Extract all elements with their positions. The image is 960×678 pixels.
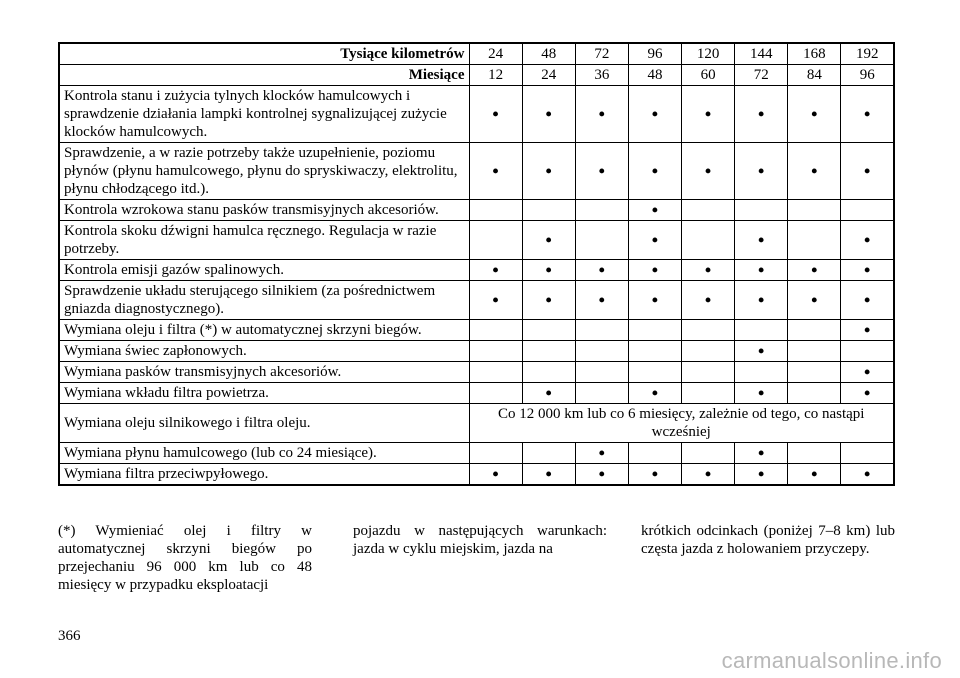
table-row <box>59 143 894 200</box>
service-mark: • <box>735 341 788 362</box>
empty-cell <box>575 362 628 383</box>
empty-cell <box>628 362 681 383</box>
empty-cell <box>469 320 522 341</box>
km-cell: 24 <box>469 43 522 65</box>
service-mark: • <box>841 362 894 383</box>
service-mark: • <box>469 86 522 143</box>
service-mark: • <box>788 464 841 486</box>
service-mark: • <box>841 260 894 281</box>
task-description: Wymiana pasków transmisyjnych akcesoriów. <box>59 362 469 383</box>
service-mark: • <box>735 281 788 320</box>
service-mark: • <box>841 464 894 486</box>
empty-cell <box>575 221 628 260</box>
empty-cell <box>469 200 522 221</box>
month-cell: 72 <box>735 65 788 86</box>
service-mark: • <box>469 260 522 281</box>
service-mark: • <box>575 281 628 320</box>
task-description: Kontrola emisji gazów spalinowych. <box>59 260 469 281</box>
service-mark: • <box>628 221 681 260</box>
service-mark: • <box>735 383 788 404</box>
service-mark: • <box>735 143 788 200</box>
service-mark: • <box>735 443 788 464</box>
empty-cell <box>682 320 735 341</box>
service-mark: • <box>522 221 575 260</box>
interval-note: Co 12 000 km lub co 6 miesięcy, zależnie od tego, co nastąpi wcześniej <box>469 404 894 443</box>
footnote-column-3: krótkich odcinkach (poniżej 7–8 km) lub częsta jazda z holowaniem przyczepy. <box>641 523 895 557</box>
empty-cell <box>788 341 841 362</box>
task-description: Sprawdzenie układu sterującego silnikiem (za pośrednictwem gniazda diagnostycznego). <box>59 281 469 320</box>
table-row <box>59 260 894 281</box>
table-row <box>59 86 894 143</box>
service-mark: • <box>575 464 628 486</box>
service-mark: • <box>682 464 735 486</box>
task-description: Kontrola wzrokowa stanu pasków transmisyjnych akcesoriów. <box>59 200 469 221</box>
service-mark: • <box>682 281 735 320</box>
service-mark: • <box>841 281 894 320</box>
table-row <box>59 443 894 464</box>
month-cell: 84 <box>788 65 841 86</box>
service-mark: • <box>788 281 841 320</box>
service-mark: • <box>575 86 628 143</box>
service-mark: • <box>469 143 522 200</box>
service-mark: • <box>522 143 575 200</box>
service-mark: • <box>735 221 788 260</box>
service-mark: • <box>522 464 575 486</box>
empty-cell <box>682 221 735 260</box>
empty-cell <box>575 341 628 362</box>
service-mark: • <box>841 221 894 260</box>
service-mark: • <box>469 464 522 486</box>
service-mark: • <box>628 281 681 320</box>
empty-cell <box>628 320 681 341</box>
service-mark: • <box>575 443 628 464</box>
table-row <box>59 221 894 260</box>
empty-cell <box>522 341 575 362</box>
empty-cell <box>682 362 735 383</box>
task-description: Kontrola stanu i zużycia tylnych klocków hamulcowych i sprawdzenie działania lampki kontrolnej sygnalizującej zużycie klocków hamulcowych. <box>59 86 469 143</box>
empty-cell <box>469 341 522 362</box>
empty-cell <box>735 362 788 383</box>
month-cell: 96 <box>841 65 894 86</box>
empty-cell <box>788 221 841 260</box>
maintenance-schedule-table <box>58 42 895 486</box>
service-mark: • <box>522 260 575 281</box>
header-row-months <box>59 65 894 86</box>
service-mark: • <box>841 86 894 143</box>
empty-cell <box>788 383 841 404</box>
service-mark: • <box>841 143 894 200</box>
empty-cell <box>628 341 681 362</box>
task-description: Wymiana świec zapłonowych. <box>59 341 469 362</box>
service-mark: • <box>682 260 735 281</box>
empty-cell <box>682 443 735 464</box>
empty-cell <box>735 320 788 341</box>
km-cell: 168 <box>788 43 841 65</box>
service-mark: • <box>522 86 575 143</box>
schedule-body <box>59 43 894 485</box>
footnote-column-1: (*) Wymieniać olej i filtry w automatycznej skrzyni biegów po przejechaniu 96 000 km lub co 48 miesięcy w przypadku eksploatacji <box>58 523 312 593</box>
month-cell: 36 <box>575 65 628 86</box>
service-mark: • <box>628 383 681 404</box>
service-mark: • <box>628 464 681 486</box>
footnote-column-2: pojazdu w następujących warunkach: jazda w cyklu miejskim, jazda na <box>353 523 607 557</box>
km-cell: 48 <box>522 43 575 65</box>
empty-cell <box>841 200 894 221</box>
service-mark: • <box>575 260 628 281</box>
task-description: Wymiana płynu hamulcowego (lub co 24 miesiące). <box>59 443 469 464</box>
empty-cell <box>469 362 522 383</box>
task-description: Wymiana oleju i filtra (*) w automatycznej skrzyni biegów. <box>59 320 469 341</box>
empty-cell <box>575 320 628 341</box>
empty-cell <box>682 341 735 362</box>
service-mark: • <box>735 464 788 486</box>
service-mark: • <box>735 260 788 281</box>
service-mark: • <box>628 143 681 200</box>
table-row <box>59 320 894 341</box>
task-description: Wymiana wkładu filtra powietrza. <box>59 383 469 404</box>
table-row <box>59 341 894 362</box>
empty-cell <box>469 383 522 404</box>
month-cell: 12 <box>469 65 522 86</box>
month-cell: 60 <box>682 65 735 86</box>
table-row <box>59 362 894 383</box>
service-mark: • <box>841 383 894 404</box>
empty-cell <box>841 443 894 464</box>
service-mark: • <box>735 86 788 143</box>
empty-cell <box>628 443 681 464</box>
page-number: 366 <box>58 628 81 644</box>
empty-cell <box>522 200 575 221</box>
header-row-km <box>59 43 894 65</box>
empty-cell <box>841 341 894 362</box>
table-row <box>59 464 894 486</box>
empty-cell <box>788 320 841 341</box>
empty-cell <box>469 221 522 260</box>
service-mark: • <box>788 86 841 143</box>
service-mark: • <box>575 143 628 200</box>
empty-cell <box>788 443 841 464</box>
empty-cell <box>469 443 522 464</box>
service-mark: • <box>628 260 681 281</box>
month-cell: 48 <box>628 65 681 86</box>
watermark: carmanualsonline.info <box>721 648 942 673</box>
service-mark: • <box>469 281 522 320</box>
empty-cell <box>575 200 628 221</box>
empty-cell <box>522 443 575 464</box>
empty-cell <box>522 320 575 341</box>
km-cell: 144 <box>735 43 788 65</box>
empty-cell <box>522 362 575 383</box>
km-cell: 120 <box>682 43 735 65</box>
service-mark: • <box>522 383 575 404</box>
task-description: Kontrola skoku dźwigni hamulca ręcznego. Regulacja w razie potrzeby. <box>59 221 469 260</box>
km-cell: 192 <box>841 43 894 65</box>
empty-cell <box>788 362 841 383</box>
service-mark: • <box>682 143 735 200</box>
task-description: Wymiana oleju silnikowego i filtra oleju. <box>59 404 469 443</box>
empty-cell <box>682 200 735 221</box>
month-cell: 24 <box>522 65 575 86</box>
empty-cell <box>788 200 841 221</box>
header-km-label: Tysiące kilometrów <box>59 43 469 65</box>
service-mark: • <box>628 86 681 143</box>
header-months-label: Miesiące <box>59 65 469 86</box>
table-row <box>59 281 894 320</box>
table-row <box>59 404 894 443</box>
task-description: Wymiana filtra przeciwpyłowego. <box>59 464 469 486</box>
task-description: Sprawdzenie, a w razie potrzeby także uzupełnienie, poziomu płynów (płynu hamulcowego, płynu do spryskiwaczy, elektrolitu, płynu chłodzącego itd.). <box>59 143 469 200</box>
service-mark: • <box>628 200 681 221</box>
service-mark: • <box>682 86 735 143</box>
service-mark: • <box>788 260 841 281</box>
service-mark: • <box>522 281 575 320</box>
table-row <box>59 383 894 404</box>
table-row <box>59 200 894 221</box>
service-mark: • <box>788 143 841 200</box>
km-cell: 72 <box>575 43 628 65</box>
km-cell: 96 <box>628 43 681 65</box>
service-mark: • <box>841 320 894 341</box>
empty-cell <box>682 383 735 404</box>
empty-cell <box>575 383 628 404</box>
empty-cell <box>735 200 788 221</box>
